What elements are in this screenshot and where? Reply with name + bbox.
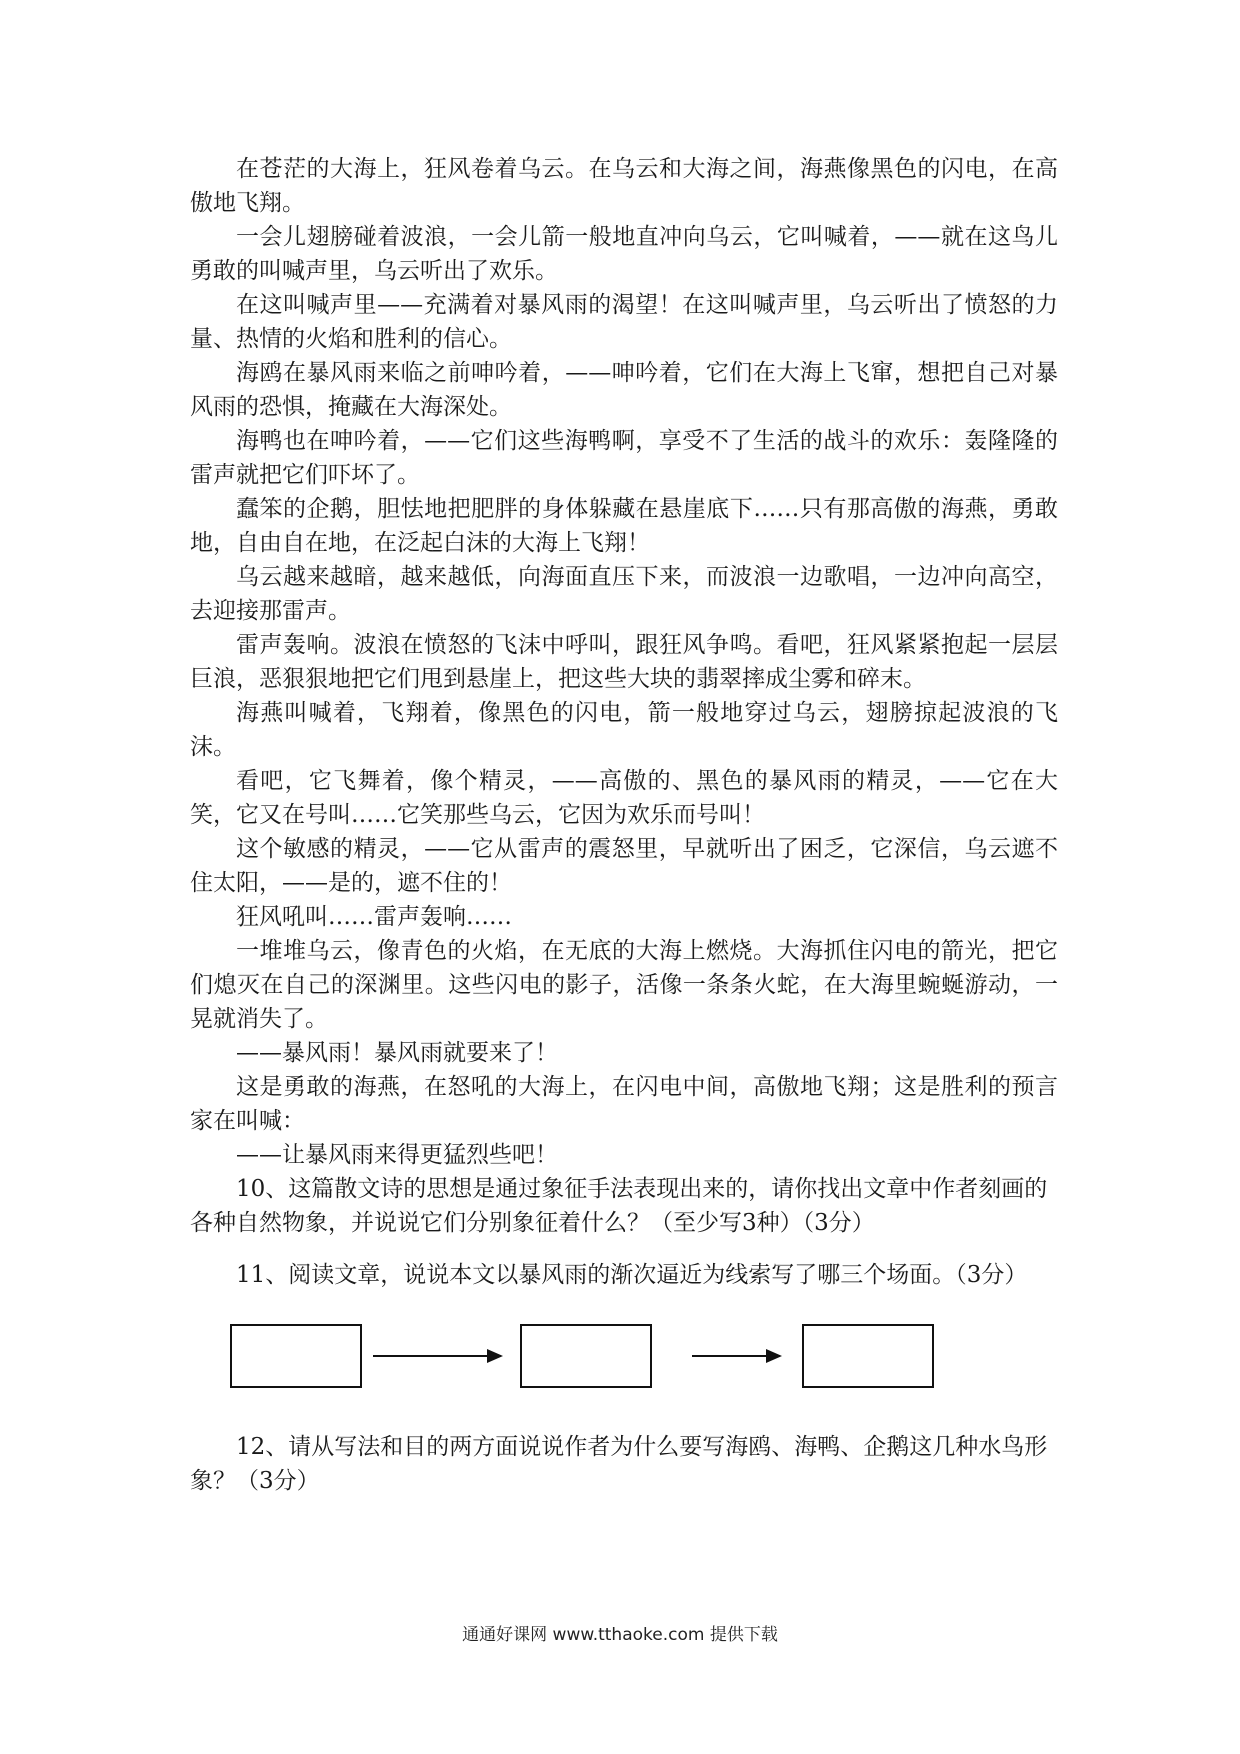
answer-box-2[interactable] bbox=[520, 1324, 652, 1388]
answer-box-1[interactable] bbox=[230, 1324, 362, 1388]
question-12-block bbox=[190, 1430, 1058, 1498]
passage-paragraph: 这是勇敢的海燕，在怒吼的大海上，在闪电中间，高傲地飞翔；这是胜利的预言家在叫喊： bbox=[190, 1074, 1058, 1134]
passage-paragraph: 海鸭也在呻吟着，——它们这些海鸭啊，享受不了生活的战斗的欢乐：轰隆隆的雷声就把它们吓坏了。 bbox=[190, 428, 1058, 488]
passage-paragraph: 在苍茫的大海上，狂风卷着乌云。在乌云和大海之间，海燕像黑色的闪电，在高傲地飞翔。 bbox=[190, 156, 1058, 216]
question-11: 11、阅读文章，说说本文以暴风雨的渐次逼近为线索写了哪三个场面。（3分） bbox=[236, 1262, 1028, 1288]
arrow-right-icon bbox=[692, 1355, 780, 1357]
passage-paragraph: 海鸥在暴风雨来临之前呻吟着，——呻吟着，它们在大海上飞窜，想把自己对暴风雨的恐惧，掩藏在大海深处。 bbox=[190, 360, 1058, 420]
answer-box-3[interactable] bbox=[802, 1324, 934, 1388]
page-footer: 通通好课网 www.tthaoke.com 提供下载 bbox=[462, 1625, 778, 1645]
passage-paragraph: 狂风吼叫……雷声轰响…… bbox=[236, 904, 512, 930]
question-12: 12、请从写法和目的两方面说说作者为什么要写海鸥、海鸭、企鹅这几种水鸟形象？（3分） bbox=[190, 1434, 1048, 1494]
passage-paragraph: 看吧，它飞舞着，像个精灵，——高傲的、黑色的暴风雨的精灵，——它在大笑，它又在号叫……它笑那些乌云，它因为欢乐而号叫！ bbox=[190, 768, 1058, 828]
passage-paragraph: 蠢笨的企鹅，胆怯地把肥胖的身体躲藏在悬崖底下……只有那高傲的海燕，勇敢地，自由自在地，在泛起白沫的大海上飞翔！ bbox=[190, 496, 1058, 556]
passage-paragraph: ——让暴风雨来得更猛烈些吧！ bbox=[236, 1142, 558, 1168]
passage-paragraph: 这个敏感的精灵，——它从雷声的震怒里，早就听出了困乏，它深信，乌云遮不住太阳，——是的，遮不住的！ bbox=[190, 836, 1058, 896]
passage-paragraph: 雷声轰响。波浪在愤怒的飞沫中呼叫，跟狂风争鸣。看吧，狂风紧紧抱起一层层巨浪，恶狠狠地把它们甩到悬崖上，把这些大块的翡翠摔成尘雾和碎末。 bbox=[190, 632, 1058, 692]
passage-paragraph: 一堆堆乌云，像青色的火焰，在无底的大海上燃烧。大海抓住闪电的箭光，把它们熄灭在自己的深渊里。这些闪电的影子，活像一条条火蛇，在大海里蜿蜒游动，一晃就消失了。 bbox=[190, 938, 1058, 1032]
passage-paragraph: ——暴风雨！暴风雨就要来了！ bbox=[236, 1040, 558, 1066]
question-10: 10、这篇散文诗的思想是通过象征手法表现出来的，请你找出文章中作者刻画的各种自然物象，并说说它们分别象征着什么？（至少写3种）（3分） bbox=[190, 1176, 1048, 1236]
passage-paragraph: 乌云越来越暗，越来越低，向海面直压下来，而波浪一边歌唱，一边冲向高空，去迎接那雷声。 bbox=[190, 564, 1058, 624]
passage-paragraph: 一会儿翅膀碰着波浪，一会儿箭一般地直冲向乌云，它叫喊着，——就在这鸟儿勇敢的叫喊声里，乌云听出了欢乐。 bbox=[190, 224, 1058, 284]
arrow-right-icon bbox=[373, 1355, 501, 1357]
question-11-block bbox=[190, 1258, 1058, 1292]
passage-body bbox=[190, 152, 1058, 1240]
passage-paragraph: 海燕叫喊着，飞翔着，像黑色的闪电，箭一般地穿过乌云，翅膀掠起波浪的飞沫。 bbox=[190, 700, 1058, 760]
passage-paragraph: 在这叫喊声里——充满着对暴风雨的渴望！在这叫喊声里，乌云听出了愤怒的力量、热情的火焰和胜利的信心。 bbox=[190, 292, 1058, 352]
